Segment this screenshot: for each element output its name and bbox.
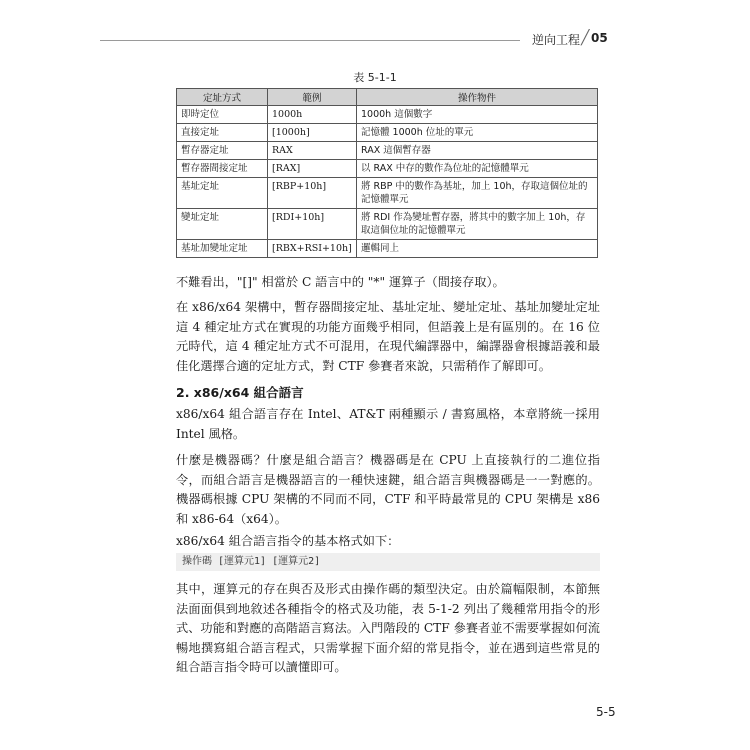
- table-row: [177, 160, 598, 178]
- cell-mode: 直接定址: [177, 124, 268, 142]
- header-slash: ╱: [581, 30, 590, 46]
- cell-example: [RAX]: [268, 160, 357, 178]
- cell-example: [RDI+10h]: [268, 209, 357, 240]
- table-row: [177, 124, 598, 142]
- table-header-row: [177, 89, 598, 106]
- cell-operand: 記憶體 1000h 位址的單元: [357, 124, 598, 142]
- cell-operand: 將 RBP 中的數作為基址，加上 10h，存取這個位址的記憶體單元: [357, 178, 598, 209]
- cell-operand: 將 RDI 作為變址暫存器，將其中的數字加上 10h，存取這個位址的記憶體單元: [357, 209, 598, 240]
- table-row: [177, 106, 598, 124]
- cell-operand: 邏輯同上: [357, 240, 598, 258]
- table-row: [177, 240, 598, 258]
- cell-mode: 暫存器間接定址: [177, 160, 268, 178]
- running-header: [100, 30, 608, 50]
- cell-example: [RBP+10h]: [268, 178, 357, 209]
- header-addressing-mode: 定址方式: [177, 89, 268, 106]
- cell-example: [1000h]: [268, 124, 357, 142]
- cell-example: [RBX+RSI+10h]: [268, 240, 357, 258]
- header-rule: [100, 40, 520, 41]
- table-row: [177, 142, 598, 160]
- table-row: [177, 209, 598, 240]
- paragraph-syntax-styles: x86/x64 組合語言存在 Intel、AT&T 兩種顯示 / 書寫風格，本章將統一採用 Intel 風格。: [176, 407, 600, 441]
- cell-mode: 即時定位: [177, 106, 268, 124]
- cell-example: 1000h: [268, 106, 357, 124]
- table-row: [177, 178, 598, 209]
- table-caption: 表 5-1-1: [353, 71, 397, 84]
- code-block: 操作碼 [運算元1] [運算元2]: [176, 553, 600, 571]
- addressing-modes-table: [176, 88, 598, 258]
- chapter-title: 逆向工程: [532, 33, 581, 47]
- chapter-number: 05: [591, 31, 608, 45]
- paragraph-operands: 其中，運算元的存在與否及形式由操作碼的類型決定。由於篇幅限制，本節無法面面俱到地敘述各種指令的格式及功能，表 5-1-2 列出了幾種常用指令的形式、功能和對應的高階語言寫法。入門階段的 CTF 參賽者並不需要掌握如何流暢地撰寫組合語言程式，只需掌握下面介紹的常見指令，並在遇到這些常見的組合語言指令時可以讀懂即可。: [176, 582, 600, 674]
- page-number: 5-5: [596, 705, 616, 719]
- paragraph-addressing-semantics: 在 x86/x64 架構中，暫存器間接定址、基址定址、變址定址、基址加變址定址這 4 種定址方式在實現的功能方面幾乎相同，但語義上是有區別的。在 16 位元時代，這 4 種定址方式不可混用，在現代編譯器中，編譯器會根據語義和最佳化選擇合適的定址方式，對 CTF 參賽者來說，只需稍作了解即可。: [176, 300, 600, 373]
- header-operand: 操作物件: [357, 89, 598, 106]
- cell-example: RAX: [268, 142, 357, 160]
- cell-mode: 暫存器定址: [177, 142, 268, 160]
- cell-mode: 基址加變址定址: [177, 240, 268, 258]
- cell-operand: RAX 這個暫存器: [357, 142, 598, 160]
- section-heading: 2. x86/x64 組合語言: [176, 385, 304, 400]
- cell-operand: 以 RAX 中存的數作為位址的記憶體單元: [357, 160, 598, 178]
- cell-operand: 1000h 這個數字: [357, 106, 598, 124]
- cell-mode: 基址定址: [177, 178, 268, 209]
- paragraph-instruction-format: x86/x64 組合語言指令的基本格式如下：: [176, 534, 400, 548]
- cell-mode: 變址定址: [177, 209, 268, 240]
- paragraph-bracket-note: 不難看出，"[]" 相當於 C 語言中的 "*" 運算子（間接存取）。: [176, 275, 505, 289]
- paragraph-machine-code: 什麼是機器碼？什麼是組合語言？機器碼是在 CPU 上直接執行的二進位指令，而組合語言是機器語言的一種快速鍵，組合語言與機器碼是一一對應的。機器碼根據 CPU 架構的不同而不同，CTF 和平時最常見的 CPU 架構是 x86 和 x86-64（x64）。: [176, 453, 600, 526]
- header-example: 範例: [268, 89, 357, 106]
